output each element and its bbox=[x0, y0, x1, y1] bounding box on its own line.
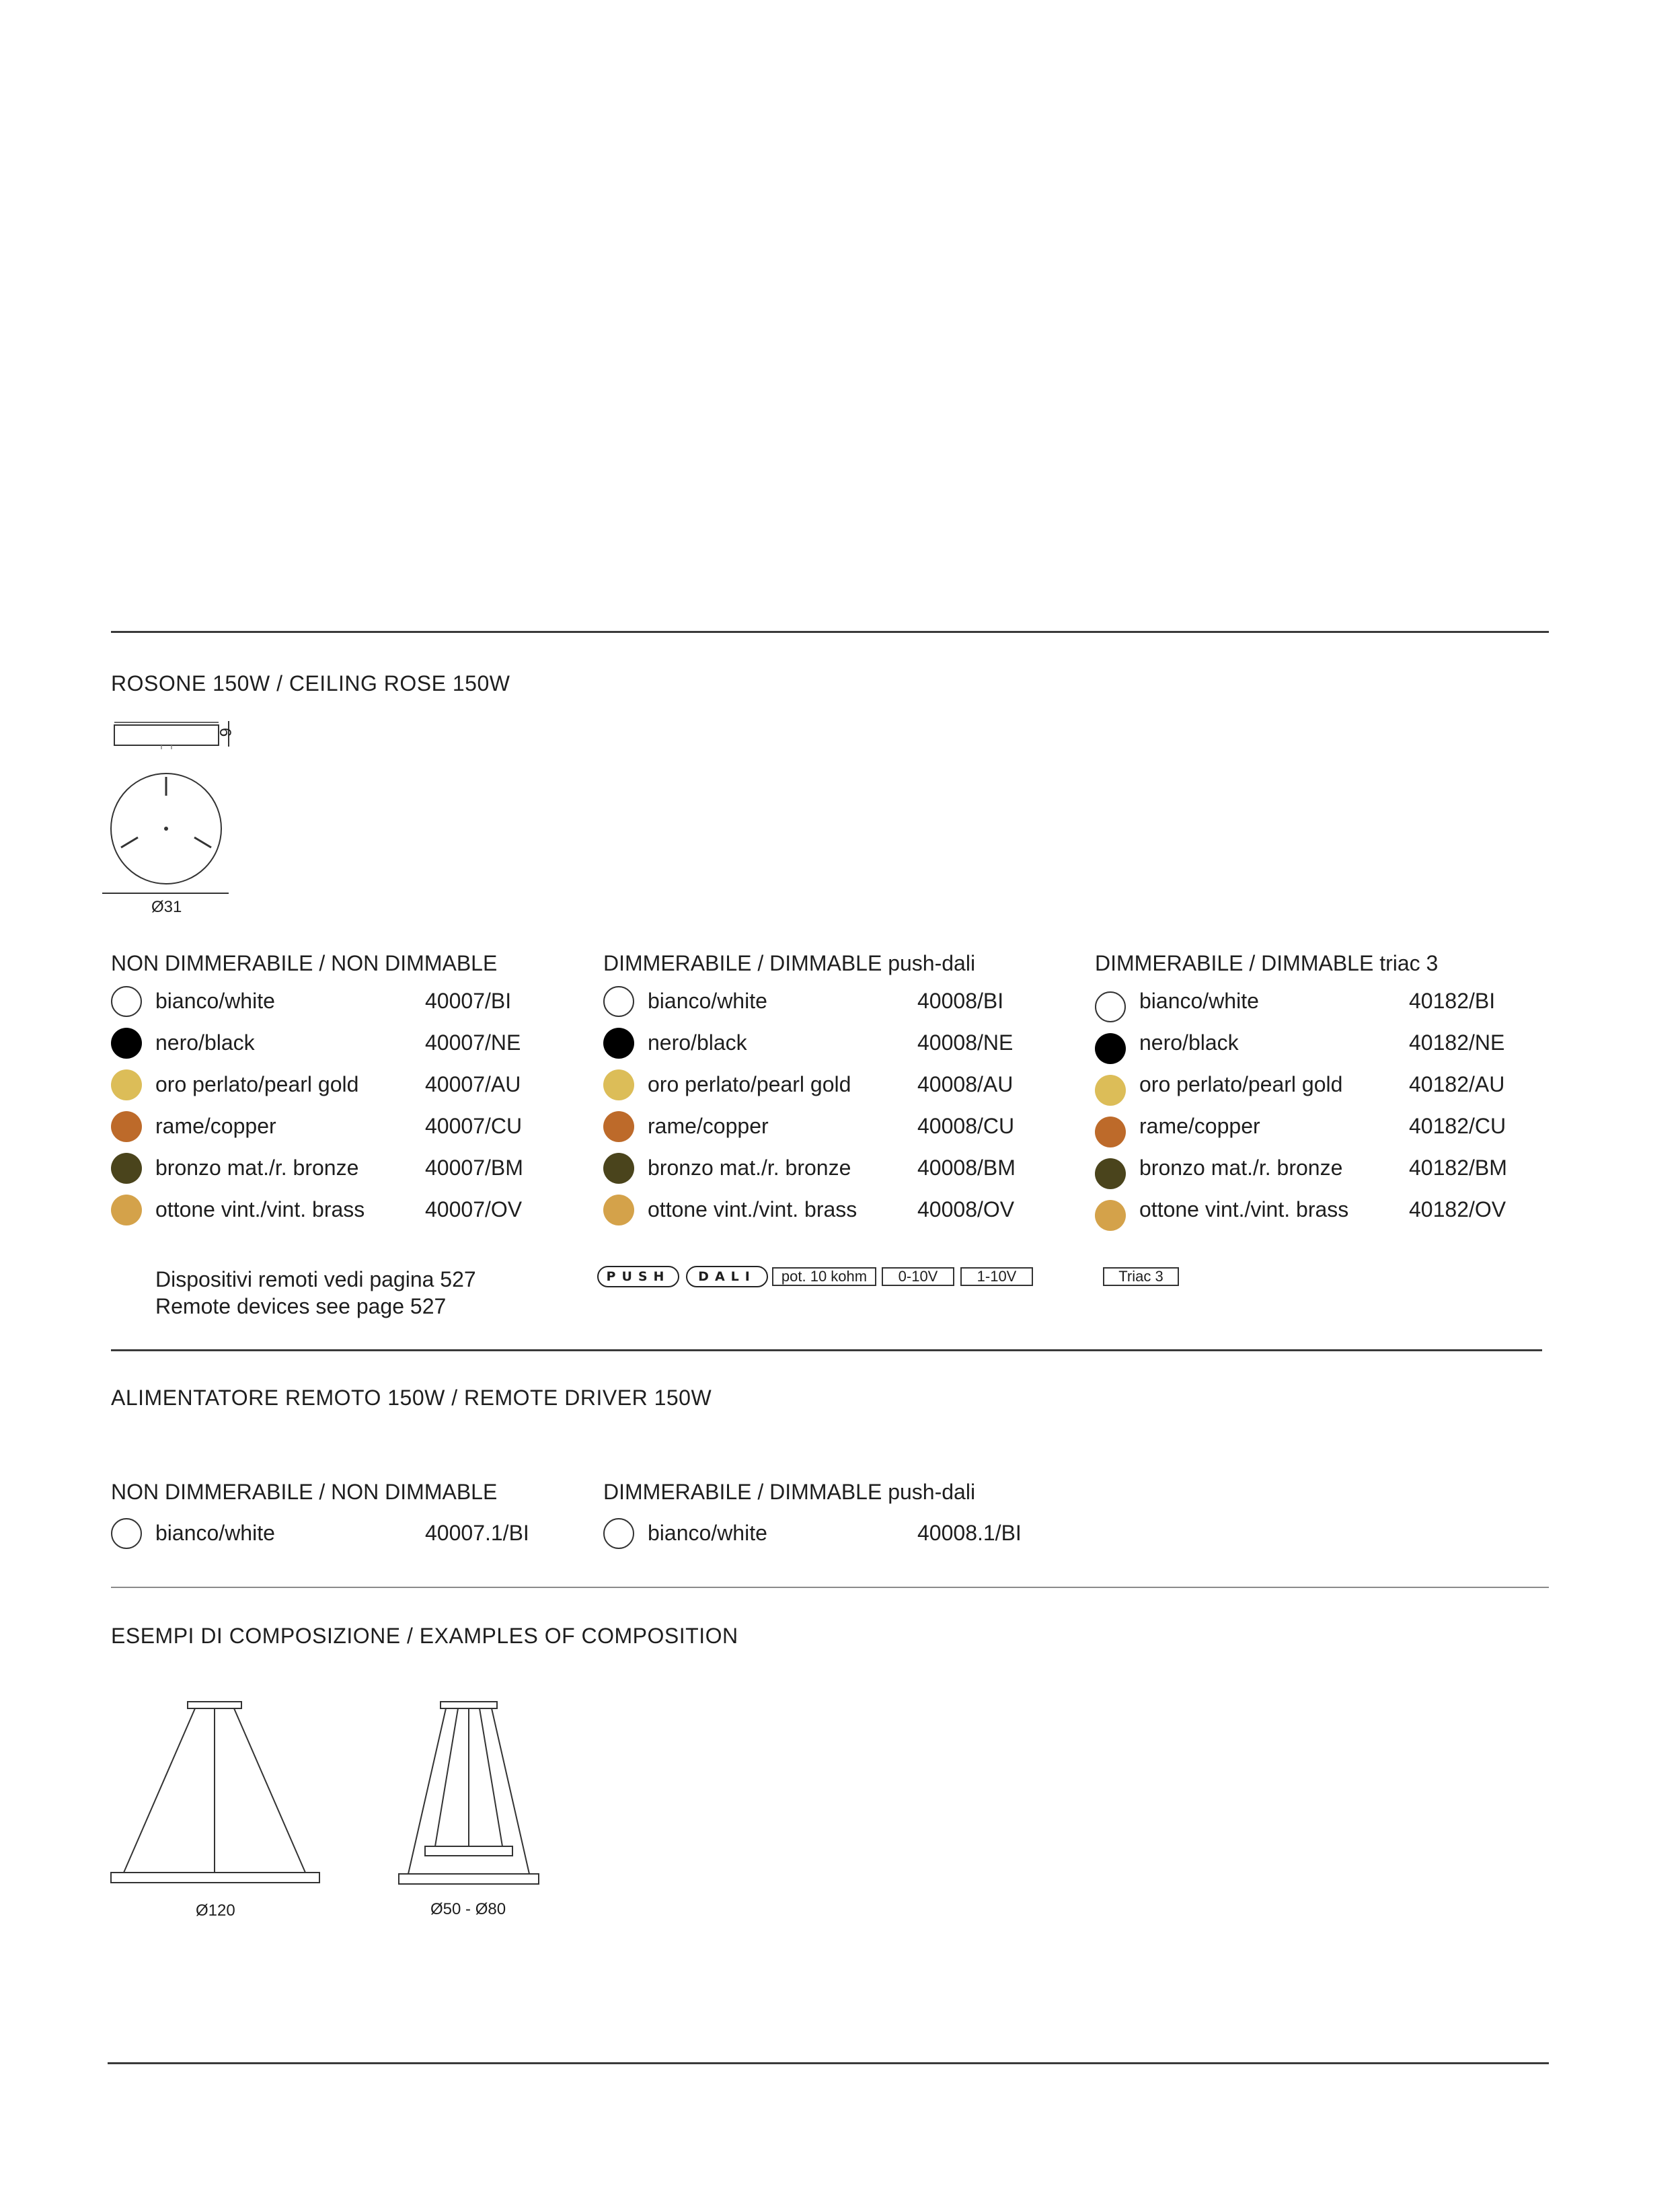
color-label: bronzo mat./r. bronze bbox=[155, 1156, 359, 1180]
driver-heading-push-dali: DIMMERABILE / DIMMABLE push-dali bbox=[603, 1480, 976, 1504]
driver-title: ALIMENTATORE REMOTO 150W / REMOTE DRIVER 150W bbox=[111, 1386, 712, 1410]
product-row bbox=[1095, 1158, 1566, 1192]
product-code: 40007/BM bbox=[425, 1156, 523, 1180]
product-row bbox=[111, 986, 582, 1020]
color-label: rame/copper bbox=[1139, 1114, 1260, 1138]
rosone-title: ROSONE 150W / CEILING ROSE 150W bbox=[111, 671, 510, 695]
color-swatch-white bbox=[111, 986, 142, 1017]
examples-divider bbox=[111, 1587, 1549, 1588]
product-row bbox=[1095, 1197, 1566, 1234]
color-swatch-copper bbox=[1095, 1117, 1126, 1147]
product-code: 40007/AU bbox=[425, 1072, 521, 1096]
product-code: 40008/BM bbox=[917, 1156, 1016, 1180]
driver-divider bbox=[111, 1349, 1542, 1351]
color-swatch-white bbox=[1095, 991, 1126, 1022]
column-heading-triac-3: DIMMERABILE / DIMMABLE triac 3 bbox=[1095, 951, 1439, 975]
example-1-caption: Ø120 bbox=[196, 1901, 235, 1920]
rosone-diameter: Ø31 bbox=[151, 898, 182, 916]
color-label: oro perlato/pearl gold bbox=[1139, 1072, 1343, 1096]
color-label: nero/black bbox=[155, 1030, 255, 1055]
composition-example-single-ring bbox=[108, 1698, 330, 1893]
column-heading-push-dali: DIMMERABILE / DIMMABLE push-dali bbox=[603, 951, 976, 975]
column-heading-non-dimmable: NON DIMMERABILE / NON DIMMABLE bbox=[111, 951, 498, 975]
1-10v-badge: 1-10V bbox=[960, 1267, 1033, 1286]
color-label: bronzo mat./r. bronze bbox=[648, 1156, 851, 1180]
product-row bbox=[1095, 991, 1566, 1025]
product-code: 40008/AU bbox=[917, 1072, 1014, 1096]
product-row bbox=[111, 1153, 582, 1186]
color-label: bianco/white bbox=[1139, 989, 1259, 1013]
color-label: rame/copper bbox=[648, 1114, 769, 1138]
color-swatch-pearl-gold bbox=[603, 1069, 634, 1100]
color-label: bronzo mat./r. bronze bbox=[1139, 1156, 1343, 1180]
color-swatch-black bbox=[603, 1028, 634, 1059]
product-code: 40007/BI bbox=[425, 989, 512, 1013]
triac-3-badge: Triac 3 bbox=[1103, 1267, 1179, 1286]
product-code: 40182/CU bbox=[1409, 1114, 1506, 1138]
color-label: bianco/white bbox=[648, 1521, 767, 1545]
pot-10-kohm-badge: pot. 10 kohm bbox=[772, 1267, 876, 1286]
product-code: 40182/NE bbox=[1409, 1030, 1505, 1055]
rosone-top-view-diagram bbox=[101, 770, 235, 905]
product-code: 40007.1/BI bbox=[425, 1521, 529, 1545]
product-code: 40008/OV bbox=[917, 1197, 1015, 1221]
examples-title: ESEMPI DI COMPOSIZIONE / EXAMPLES OF COMPOSITION bbox=[111, 1624, 738, 1648]
product-row bbox=[1095, 1030, 1566, 1067]
color-swatch-black bbox=[111, 1028, 142, 1059]
product-code: 40007/OV bbox=[425, 1197, 523, 1221]
color-label: bianco/white bbox=[155, 989, 275, 1013]
product-row bbox=[603, 1153, 1074, 1186]
color-swatch-bronze bbox=[603, 1153, 634, 1184]
product-row bbox=[111, 1111, 582, 1145]
top-divider bbox=[111, 631, 1549, 633]
product-row bbox=[603, 1069, 1074, 1103]
product-row bbox=[111, 1028, 582, 1061]
product-row bbox=[603, 1028, 1074, 1061]
color-label: rame/copper bbox=[155, 1114, 276, 1138]
product-code: 40008/CU bbox=[917, 1114, 1015, 1138]
product-row bbox=[1095, 1114, 1566, 1150]
color-swatch-black bbox=[1095, 1033, 1126, 1064]
color-label: ottone vint./vint. brass bbox=[1139, 1197, 1349, 1221]
driver-row-non-dimmable bbox=[111, 1518, 582, 1552]
color-swatch-bronze bbox=[111, 1153, 142, 1184]
product-code: 40008.1/BI bbox=[917, 1521, 1022, 1545]
color-swatch-brass bbox=[603, 1195, 634, 1225]
color-label: oro perlato/pearl gold bbox=[648, 1072, 851, 1096]
color-swatch-white bbox=[111, 1518, 142, 1549]
color-swatch-pearl-gold bbox=[111, 1069, 142, 1100]
remote-devices-note-it: Dispositivi remoti vedi pagina 527 bbox=[155, 1267, 476, 1291]
product-row bbox=[111, 1195, 582, 1228]
color-swatch-pearl-gold bbox=[1095, 1075, 1126, 1106]
color-swatch-white bbox=[603, 986, 634, 1017]
color-label: nero/black bbox=[1139, 1030, 1239, 1055]
product-code: 40182/BM bbox=[1409, 1156, 1507, 1180]
color-label: bianco/white bbox=[648, 989, 767, 1013]
driver-row-push-dali bbox=[603, 1518, 1074, 1552]
remote-devices-note-en: Remote devices see page 527 bbox=[155, 1294, 447, 1318]
product-code: 40182/AU bbox=[1409, 1072, 1505, 1096]
color-label: ottone vint./vint. brass bbox=[648, 1197, 857, 1221]
driver-heading-non-dimmable: NON DIMMERABILE / NON DIMMABLE bbox=[111, 1480, 498, 1504]
example-2-caption: Ø50 - Ø80 bbox=[430, 1900, 506, 1918]
color-label: nero/black bbox=[648, 1030, 747, 1055]
0-10v-badge: 0-10V bbox=[882, 1267, 954, 1286]
product-code: 40008/NE bbox=[917, 1030, 1014, 1055]
color-swatch-copper bbox=[603, 1111, 634, 1142]
dali-badge: DALI bbox=[686, 1266, 768, 1287]
product-code: 40007/CU bbox=[425, 1114, 523, 1138]
product-row bbox=[1095, 1072, 1566, 1108]
rosone-height-dimension: 6 bbox=[216, 728, 234, 737]
color-label: bianco/white bbox=[155, 1521, 275, 1545]
bottom-divider bbox=[108, 2062, 1549, 2064]
color-swatch-bronze bbox=[1095, 1158, 1126, 1189]
product-code: 40008/BI bbox=[917, 989, 1004, 1013]
color-label: ottone vint./vint. brass bbox=[155, 1197, 365, 1221]
product-code: 40182/OV bbox=[1409, 1197, 1506, 1221]
color-label: oro perlato/pearl gold bbox=[155, 1072, 359, 1096]
color-swatch-white bbox=[603, 1518, 634, 1549]
product-code: 40007/NE bbox=[425, 1030, 521, 1055]
push-badge: PUSH bbox=[597, 1266, 679, 1287]
product-code: 40182/BI bbox=[1409, 989, 1496, 1013]
product-row bbox=[603, 1195, 1074, 1228]
composition-example-double-ring bbox=[393, 1698, 548, 1893]
product-row bbox=[111, 1069, 582, 1103]
color-swatch-brass bbox=[111, 1195, 142, 1225]
color-swatch-copper bbox=[111, 1111, 142, 1142]
product-row bbox=[603, 1111, 1074, 1145]
color-swatch-brass bbox=[1095, 1200, 1126, 1231]
product-row bbox=[603, 986, 1074, 1020]
